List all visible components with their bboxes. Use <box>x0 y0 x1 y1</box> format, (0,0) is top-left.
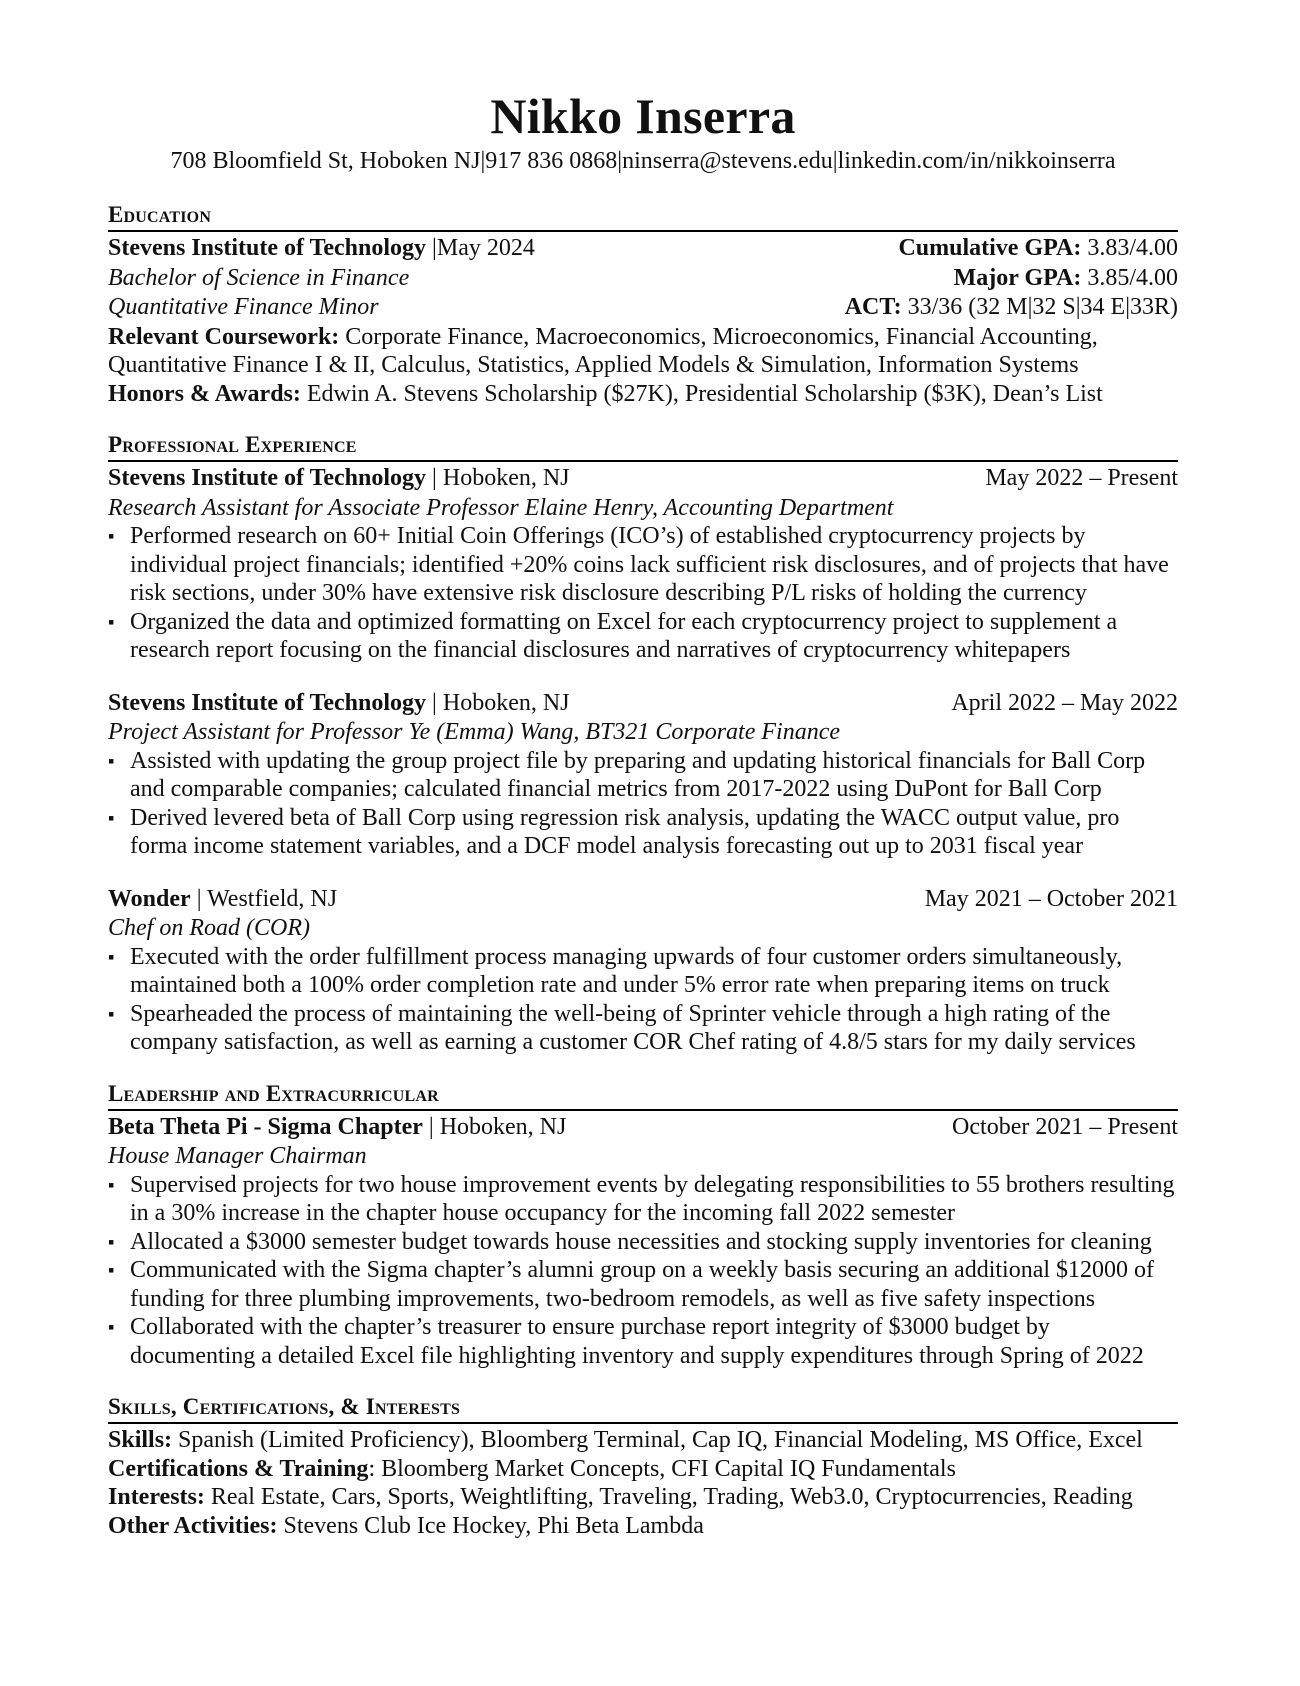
org-location: Hoboken, NJ <box>439 1113 567 1140</box>
skills-label: Skills: <box>108 1427 173 1453</box>
org-name: Stevens Institute of Technology <box>108 689 427 716</box>
cum-gpa-value: 3.83/4.00 <box>1087 235 1178 261</box>
resume-header <box>108 86 1178 176</box>
phone: 917 836 0868 <box>485 148 618 174</box>
experience-entry: Stevens Institute of Technology | Hoboken, NJ May 2022 – Present Research Assistant for Associate Professor Elaine Henry, Accounting Department ▪ Performed research on 60+ Initial Coin Offerings (ICO’s) of established cryptocurrency projects by individual project financials; identified +20% coins lack sufficient risk disclosures, and of projects that have risk sections, under 30% have extensive risk disclosure describing P/L risks of holding the currency ▪ Organized the data and optimized formatting on Excel for each cryptocurrency project to supplement a research report focusing on the financial disclosures and narratives of cryptocurrency whitepapers <box>108 464 1178 665</box>
certifications-line <box>108 1455 1178 1484</box>
role-title: Chef on Road (COR) <box>108 915 310 941</box>
interests-value: Real Estate, Cars, Sports, Weightlifting, Traveling, Trading, Web3.0, Cryptocurrencies, Reading <box>210 1484 1133 1510</box>
education-row-school: Stevens Institute of Technology |May 2024 Cumulative GPA: 3.83/4.00 <box>108 235 1178 261</box>
section-title: Education <box>108 200 1178 232</box>
list-item: ▪ Derived levered beta of Ball Corp using regression risk analysis, updating the WACC output value, pro forma income statement variables, and a DCF model analysis forecasting out up to 2031 fiscal year <box>108 804 1178 861</box>
org-name: Stevens Institute of Technology <box>108 465 427 491</box>
role-title: Project Assistant for Professor Ye (Emma) Wang, BT321 Corporate Finance <box>108 719 840 745</box>
cert-value: : Bloomberg Market Concepts, CFI Capital IQ Fundamentals <box>368 1455 956 1482</box>
entry-date: May 2021 – October 2021 <box>924 885 1178 912</box>
list-item: ▪ Supervised projects for two house improvement events by delegating responsibilities to 55 brothers resulting in a 30% increase in the chapter house occupancy for the incoming fall 2022 semester <box>108 1171 1178 1228</box>
entry-date: October 2021 – Present <box>952 1113 1178 1140</box>
interests-line <box>108 1483 1178 1512</box>
minor: Quantitative Finance Minor <box>108 294 379 320</box>
experience-section <box>108 430 1178 1057</box>
honors <box>108 380 1178 409</box>
entry-date: May 2022 – Present <box>985 465 1178 491</box>
other-label: Other Activities: <box>108 1512 278 1539</box>
list-item: ▪ Spearheaded the process of maintaining the well-being of Sprinter vehicle through a high rating of the company satisfaction, as well as earning a customer COR Chef rating of 4.8/5 stars for my daily services <box>108 1000 1178 1057</box>
act-label: ACT: <box>844 294 902 320</box>
act-value: 33/36 (32 M|32 S|34 E|33R) <box>907 294 1178 320</box>
role-title: Research Assistant for Associate Professor Elaine Henry, Accounting Department <box>108 494 894 521</box>
email-link[interactable]: ninserra@stevens.edu <box>622 148 833 174</box>
leadership-section: Leadership and Extracurricular Beta Theta Pi - Sigma Chapter | Hoboken, NJ October 2021 – Present House Manager Chairman ▪ Supervised projects for two house improvement events by delegating responsibilities to 55 brothers resulting in a 30% increase in the chapter house occupancy for the incoming fall 2022 semester ▪ Allocated a $3000 semester budget towards house necessities and stocking supply inventories for cleaning ▪ Communicated with the Sigma chapter’s alumni group on a weekly basis securing an additional $12000 of funding for three plumbing improvements, two-bedroom remodels, as well as five safety inspections ▪ Collaborated with the chapter’s treasurer to ensure purchase report integrity of $3000 budget by documenting a detailed Excel file highlighting inventory and supply expenditures through Spring of 2022 <box>108 1079 1178 1371</box>
honors-label: Honors & Awards: <box>108 380 301 407</box>
list-item: ▪ Communicated with the Sigma chapter’s alumni group on a weekly basis securing an additional $12000 of funding for three plumbing improvements, two-bedroom remodels, as well as five safety inspections <box>108 1256 1178 1313</box>
list-item: ▪ Executed with the order fulfillment process managing upwards of four customer orders simultaneously, maintained both a 100% order completion rate and under 5% error rate when preparing items on truck <box>108 943 1178 1000</box>
cum-gpa-label: Cumulative GPA: <box>898 235 1082 261</box>
other-activities-line <box>108 1512 1178 1541</box>
org-location: Westfield, NJ <box>207 885 338 912</box>
honors-value: Edwin A. Stevens Scholarship ($27K), Presidential Scholarship ($3K), Dean’s List <box>306 380 1103 407</box>
section-title: Skills, Certifications, & Interests <box>108 1392 1178 1424</box>
linkedin-link[interactable]: linkedin.com/in/nikkoinserra <box>837 148 1116 174</box>
org-name: Wonder <box>108 885 191 912</box>
coursework-value: Corporate Finance, Macroeconomics, Microeconomics, Financial Accounting, Quantitative Finance I & II, Calculus, Statistics, Applied Models & Simulation, Information Systems <box>108 323 1098 378</box>
education-row-minor <box>108 293 1178 323</box>
education-section <box>108 200 1178 408</box>
list-item: ▪ Collaborated with the chapter’s treasurer to ensure purchase report integrity of $3000 budget by documenting a detailed Excel file highlighting inventory and supply expenditures through Spring of 2022 <box>108 1313 1178 1370</box>
list-item: ▪ Performed research on 60+ Initial Coin Offerings (ICO’s) of established cryptocurrency projects by individual project financials; identified +20% coins lack sufficient risk disclosures, and of projects that have risk sections, under 30% have extensive risk disclosure describing P/L risks of holding the currency <box>108 522 1178 608</box>
entry-date: April 2022 – May 2022 <box>951 689 1178 716</box>
skills-value: Spanish (Limited Proficiency), Bloomberg Terminal, Cap IQ, Financial Modeling, MS Office, Excel <box>178 1427 1143 1453</box>
cert-label: Certifications & Training <box>108 1455 369 1482</box>
list-item: ▪ Assisted with updating the group project file by preparing and updating historical financials for Ball Corp and comparable companies; calculated financial metrics from 2017-2022 using DuPont for Ball Corp <box>108 747 1178 804</box>
graduation-date: May 2024 <box>436 235 535 261</box>
separator: | <box>832 148 838 174</box>
section-title: Professional Experience <box>108 430 1178 462</box>
experience-entry: Wonder | Westfield, NJ May 2021 – October 2021 Chef on Road (COR) ▪ Executed with the order fulfillment process managing upwards of four customer orders simultaneously, maintained both a 100% order completion rate and under 5% error rate when preparing items on truck ▪ Spearheaded the process of maintaining the well-being of Sprinter vehicle through a high rating of the company satisfaction, as well as earning a customer COR Chef rating of 4.8/5 stars for my daily services <box>108 885 1178 1057</box>
coursework-label: Relevant Coursework: <box>108 323 340 350</box>
school-name: Stevens Institute of Technology <box>108 235 427 261</box>
org-location: Hoboken, NJ <box>442 465 570 491</box>
role-title: House Manager Chairman <box>108 1143 367 1169</box>
org-name: Beta Theta Pi - Sigma Chapter <box>108 1113 423 1140</box>
skills-line <box>108 1426 1178 1455</box>
separator: | <box>480 148 486 174</box>
other-value: Stevens Club Ice Hockey, Phi Beta Lambda <box>283 1512 704 1539</box>
interests-label: Interests: <box>108 1484 205 1510</box>
section-title: Leadership and Extracurricular <box>108 1079 1178 1111</box>
experience-entry: Stevens Institute of Technology | Hoboken, NJ April 2022 – May 2022 Project Assistant for Professor Ye (Emma) Wang, BT321 Corporate Finance ▪ Assisted with updating the group project file by preparing and updating historical financials for Ball Corp and comparable companies; calculated financial metrics from 2017-2022 using DuPont for Ball Corp ▪ Derived levered beta of Ball Corp using regression risk analysis, updating the WACC output value, pro forma income statement variables, and a DCF model analysis forecasting out up to 2031 fiscal year <box>108 689 1178 861</box>
list-item: ▪ Allocated a $3000 semester budget towards house necessities and stocking supply inventories for cleaning <box>108 1228 1178 1257</box>
skills-section <box>108 1392 1178 1540</box>
coursework <box>108 323 1178 380</box>
education-row-degree <box>108 264 1178 294</box>
major-gpa-label: Major GPA: <box>953 264 1082 291</box>
separator: | <box>617 148 623 174</box>
address: 708 Bloomfield St, Hoboken NJ <box>170 148 481 174</box>
contact-line <box>108 146 1178 176</box>
resume-page <box>108 86 1178 1540</box>
degree: Bachelor of Science in Finance <box>108 264 410 291</box>
list-item: ▪ Organized the data and optimized formatting on Excel for each cryptocurrency project to supplement a research report focusing on the financial disclosures and narratives of cryptocurrency whitepapers <box>108 608 1178 665</box>
major-gpa-value: 3.85/4.00 <box>1087 264 1178 291</box>
candidate-name: Nikko Inserra <box>490 88 796 144</box>
org-location: Hoboken, NJ <box>442 689 570 716</box>
